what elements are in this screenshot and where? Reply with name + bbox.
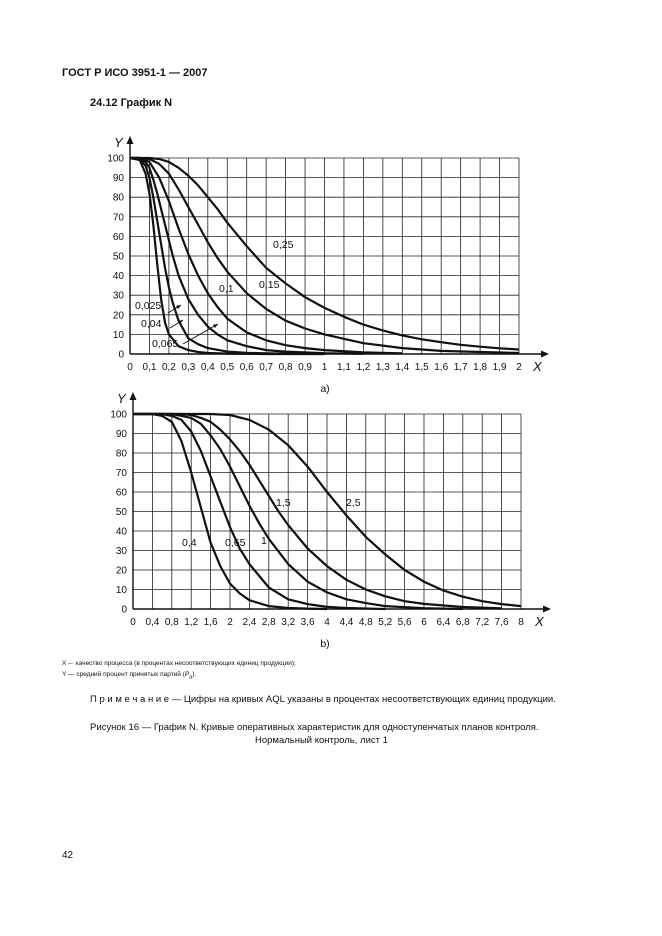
x-tick-label: 1,2 bbox=[184, 617, 199, 628]
x-tick-label: 1,7 bbox=[453, 362, 468, 373]
legend-x-definition: X –· качество процесса (в процентах несоответствующих единиц продукции); bbox=[62, 660, 296, 667]
x-tick-label: 6,8 bbox=[455, 617, 470, 628]
x-tick-label: 8 bbox=[518, 617, 524, 628]
note: П р и м е ч а н и е — Цифры на кривых AQL указаны в процентах несоответствующих единиц продукции. bbox=[90, 694, 556, 705]
y-tick-label: 50 bbox=[112, 251, 124, 263]
y-tick-label: 20 bbox=[115, 565, 127, 577]
y-axis-arrow bbox=[127, 136, 134, 144]
x-axis-arrow bbox=[541, 351, 549, 358]
legend-y-prefix: Y — средний процент принятых партий ( bbox=[62, 671, 185, 678]
x-tick-label: 0,6 bbox=[239, 362, 254, 373]
figure-caption-line-2: Нормальный контроль, лист 1 bbox=[255, 735, 388, 746]
x-tick-label: 0,3 bbox=[181, 362, 196, 373]
x-axis-title: X bbox=[533, 359, 542, 374]
y-tick-label: 20 bbox=[112, 310, 124, 322]
x-tick-label: 1,2 bbox=[356, 362, 371, 373]
curve-label: 0,4 bbox=[182, 537, 197, 549]
panel-label: b) bbox=[320, 638, 330, 650]
x-tick-label: 2,4 bbox=[242, 617, 257, 628]
y-tick-label: 0 bbox=[121, 604, 127, 616]
x-tick-label: 0,1 bbox=[142, 362, 157, 373]
y-tick-label: 10 bbox=[112, 329, 124, 341]
y-tick-label: 0 bbox=[118, 349, 124, 361]
x-tick-label: 1,3 bbox=[375, 362, 390, 373]
x-tick-label: 0,4 bbox=[145, 617, 160, 628]
legend-y-symbol: P bbox=[184, 671, 190, 678]
x-tick-label: 3,6 bbox=[300, 617, 315, 628]
y-tick-label: 40 bbox=[112, 271, 124, 283]
y-tick-label: 60 bbox=[115, 487, 127, 499]
x-tick-label: 4,4 bbox=[339, 617, 354, 628]
panel-label: a) bbox=[320, 383, 330, 395]
x-tick-label: 0,8 bbox=[278, 362, 293, 373]
y-tick-label: 60 bbox=[112, 231, 124, 243]
curve-label: 0,04 bbox=[141, 318, 162, 330]
x-tick-label: 6 bbox=[421, 617, 427, 628]
curve-label: 1,5 bbox=[276, 497, 291, 509]
y-tick-label: 90 bbox=[112, 173, 124, 185]
curve-label: 1 bbox=[261, 535, 267, 547]
x-tick-label: 1,8 bbox=[473, 362, 488, 373]
y-tick-label: 50 bbox=[115, 507, 127, 518]
y-tick-label: 100 bbox=[110, 409, 127, 421]
x-tick-label: 6,4 bbox=[436, 617, 451, 628]
x-tick-label: 0,7 bbox=[259, 362, 274, 373]
y-tick-label: 100 bbox=[107, 153, 124, 165]
x-tick-label: 0,2 bbox=[161, 362, 176, 373]
x-tick-label: 1,5 bbox=[414, 362, 429, 373]
document-header: ГОСТ Р ИСО 3951-1 — 2007 bbox=[62, 67, 208, 79]
x-tick-label: 0,4 bbox=[200, 362, 215, 373]
curve-label: 0,065 bbox=[152, 338, 179, 350]
y-tick-label: 30 bbox=[115, 546, 127, 557]
curve-label: 0,1 bbox=[219, 283, 234, 295]
x-tick-label: 2,8 bbox=[261, 617, 276, 628]
y-tick-label: 70 bbox=[112, 212, 124, 224]
chart-b bbox=[110, 391, 551, 650]
x-tick-label: 4,8 bbox=[358, 617, 373, 628]
x-tick-label: 7,2 bbox=[475, 617, 490, 628]
y-tick-label: 90 bbox=[115, 429, 127, 440]
curve-label: 0,025 bbox=[135, 300, 162, 312]
curve-label: 0,15 bbox=[259, 279, 280, 291]
x-tick-label: 0 bbox=[127, 362, 133, 373]
page-number: 42 bbox=[62, 850, 74, 861]
y-tick-label: 10 bbox=[115, 585, 127, 596]
curve-label: 2,5 bbox=[346, 497, 361, 509]
x-tick-label: 5,2 bbox=[378, 617, 393, 628]
x-tick-label: 1 bbox=[321, 362, 328, 373]
x-axis-title: X bbox=[535, 614, 544, 629]
figure-caption-line-1: Рисунок 16 — График N. Кривые оперативных характеристик для одноступенчатых планов контроля. bbox=[90, 722, 539, 733]
x-tick-label: 4 bbox=[324, 617, 330, 628]
x-tick-label: 1,9 bbox=[492, 362, 507, 373]
curve-label: 0,65 bbox=[225, 537, 246, 549]
x-tick-label: 0,8 bbox=[164, 617, 179, 628]
x-axis-arrow bbox=[543, 606, 551, 613]
y-tick-label: 80 bbox=[112, 192, 124, 204]
section-title: 24.12 График N bbox=[90, 97, 173, 109]
x-tick-label: 3,2 bbox=[281, 617, 296, 628]
legend-y-subscript: a bbox=[189, 674, 193, 681]
y-axis-arrow bbox=[130, 392, 137, 400]
x-tick-label: 0,9 bbox=[298, 362, 313, 373]
y-axis-title: Y bbox=[114, 135, 123, 150]
x-tick-label: 1,1 bbox=[336, 362, 351, 373]
x-tick-label: 2 bbox=[516, 362, 522, 373]
y-tick-label: 80 bbox=[115, 448, 127, 460]
x-tick-label: 5,6 bbox=[397, 617, 412, 628]
y-tick-label: 70 bbox=[115, 468, 127, 479]
y-tick-label: 30 bbox=[112, 290, 124, 302]
chart-a bbox=[107, 135, 549, 395]
x-tick-label: 1,6 bbox=[203, 617, 218, 628]
legend-y-definition bbox=[62, 671, 196, 680]
y-tick-label: 40 bbox=[115, 526, 127, 538]
curve-label: 0,25 bbox=[273, 239, 294, 251]
legend-y-suffix: ). bbox=[192, 671, 197, 678]
x-tick-label: 1,4 bbox=[395, 362, 410, 373]
x-tick-label: 1,6 bbox=[434, 362, 449, 373]
y-axis-title: Y bbox=[117, 391, 126, 406]
x-tick-label: 7,6 bbox=[494, 617, 509, 628]
x-tick-label: 0 bbox=[130, 617, 136, 628]
x-tick-label: 2 bbox=[227, 617, 233, 628]
x-tick-label: 0,5 bbox=[220, 362, 235, 373]
